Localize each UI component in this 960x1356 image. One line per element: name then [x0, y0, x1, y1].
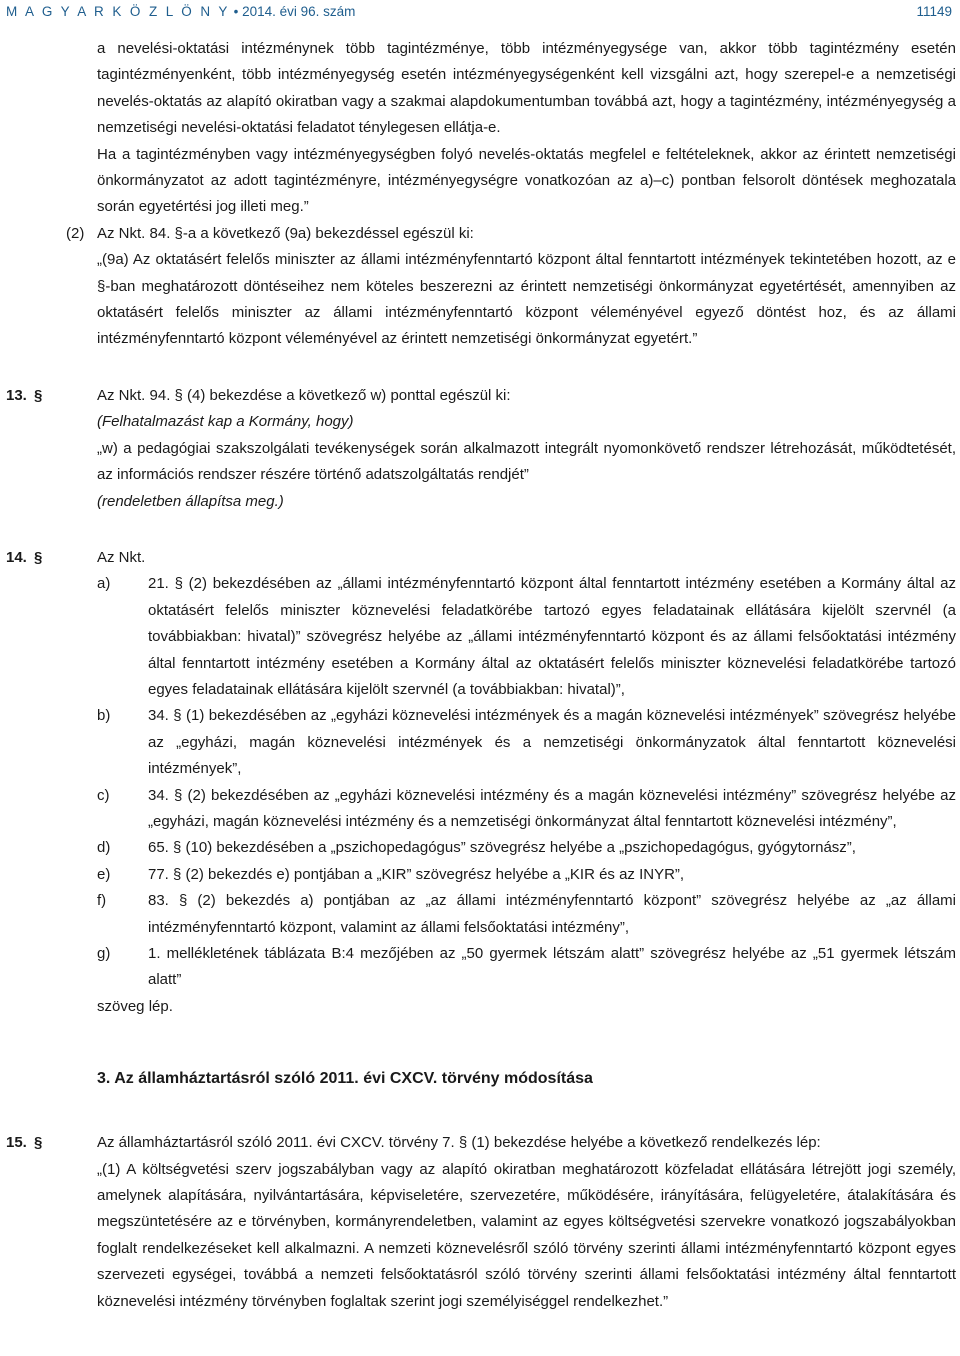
list-item-label: e)	[97, 865, 111, 883]
list-item-text: 21. § (2) bekezdésében az „állami intézményfenntartó központ által fenntartott intézmény esetében a Kormány által az oktatásért felelős miniszter köznevelési feladatkörébe tartozó egyes feladatainak ellátására kijelölt szervnél (a továbbiakban: hivatal)” szövegrész helyébe az „állami intézményfenntartó központ és az állami felsőoktatási intézmény által fenntartott intézmény esetében a Kormány által az oktatásért felelős miniszter köznevelési feladatkörébe tartozó egyes feladatainak ellátására kijelölt szervnél (a továbbiakban: hivatal)”,	[148, 575, 956, 698]
page-header	[6, 0, 952, 22]
subsection-2	[0, 221, 960, 247]
list-item-label: a)	[97, 575, 111, 593]
list-item	[0, 783, 960, 836]
list-item-text: 83. § (2) bekezdés a) pontjában az „az állami intézményfenntartó központ” szövegrész helyébe az „az állami intézményfenntartó központ, valamint az állami felsőoktatási intézmény”,	[148, 892, 956, 936]
section-closing: szöveg lép.	[97, 997, 173, 1015]
list-item	[0, 835, 960, 861]
page-number: 11149	[916, 3, 952, 19]
list-item-text: 34. § (1) bekezdésében az „egyházi köznevelési intézmények és a magán köznevelési intézmények” szövegrész helyébe az „egyházi, magán köznevelési intézmények és a nemzetiségi önkormányzatok által fenntartott köznevelési intézmények”,	[148, 707, 956, 778]
list-item	[0, 703, 960, 782]
list-item-label: c)	[97, 786, 110, 804]
issue-info: • 2014. évi 96. szám	[233, 3, 356, 19]
paragraph-consent: Ha a tagintézményben vagy intézményegységben folyó nevelés-oktatás megfelel e feltételeknek, akkor az érintett nemzetiségi önkormányzatot az adott tagintézményre, intézményegységre vonatkozóan az a)–c) pontban felsorolt döntések meghozatala során egyetértési jog illeti meg.”	[97, 145, 956, 216]
section-number: 14.	[6, 548, 27, 566]
section-italic-lead: (Felhatalmazást kap a Kormány, hogy)	[97, 413, 354, 431]
list-item-label: f)	[97, 892, 107, 910]
section-text: „w) a pedagógiai szakszolgálati tevékenységek során alkalmazott integrált nyomonkövető rendszer létrehozását, működtetését, az információs rendszer részére történő adatszolgáltatás rendjét”	[97, 439, 956, 484]
subsection-label: (2)	[66, 224, 85, 242]
section-symbol: §	[34, 386, 43, 404]
section-quote: „(1) A költségvetési szerv jogszabályban vagy az alapító okiratban meghatározott közfeladat ellátására létrejött jogi személy, amelynek alapítására, nyilvántartására, képviseletére, szervezetére, működésére, irányítására, felügyeletére, átalakítására és megszüntetésére az e törvényben, kormányrendeletben, valamint az egyes költségvetési szervekre vonatkozó jogszabályokban foglalt rendelkezéseket kell alkalmazni. A nemzeti köznevelésről szóló törvény szerinti állami intézményfenntartó központ egyes szervezeti egységei, továbbá a nemzeti felsőoktatásról szóló törvény szerinti állami felsőoktatási intézmény által fenntartott köznevelési intézmény törvényben foglaltak szerint jogi személyiséggel rendelkezhet.”	[97, 1160, 956, 1310]
list-item	[0, 941, 960, 994]
subsection-text: Az Nkt. 84. §-a a következő (9a) bekezdéssel egészül ki:	[97, 224, 474, 242]
list-item	[0, 888, 960, 941]
document-body	[0, 36, 960, 1315]
section-italic-tail: (rendeletben állapítsa meg.)	[97, 492, 284, 510]
list-item-text: 77. § (2) bekezdés e) pontjában a „KIR” szövegrész helyébe a „KIR és az INYR”,	[148, 865, 685, 883]
list-item	[0, 571, 960, 703]
section-intro: Az Nkt. 94. § (4) bekezdése a következő w) ponttal egészül ki:	[97, 386, 511, 404]
section-symbol: §	[34, 548, 43, 566]
chapter-heading: 3. Az államháztartásról szóló 2011. évi CXCV. törvény módosítása	[97, 1070, 593, 1088]
section-intro: Az államháztartásról szóló 2011. évi CXCV. törvény 7. § (1) bekezdése helyébe a következő rendelkezés lép:	[97, 1134, 821, 1152]
publication-title	[6, 4, 355, 19]
paragraph-continuation: a nevelési-oktatási intézménynek több tagintézménye, több intézményegysége van, akkor több tagintézmény esetén tagintézményenként, több intézményegység esetén intézményegységenként kell vizsgálni azt, hogy szerepel-e a nemzetiségi nevelés-oktatás az alapító okiratban vagy a szakmai alapdokumentumban továbbá azt, hogy a tagintézmény, intézményegység a nemzetiségi nevelési-oktatási feladatot ténylegesen ellátja-e.	[97, 40, 956, 137]
section-14	[0, 545, 960, 571]
subsection-quote: „(9a) Az oktatásért felelős miniszter az állami intézményfenntartó központ által fenntartott intézmények tekintetében hozott, az e §-ban meghatározott döntéseihez nem köteles beszerezni az érintett nemzetiségi önkormányzat egyetértését, amennyiben az oktatásért felelős miniszter az állami intézményfenntartó központ véleményével egyező döntést hoz, és az állami intézményfenntartó központ véleményével az érintett nemzetiségi önkormányzat egyetért.”	[97, 251, 956, 348]
section-15	[0, 1130, 960, 1156]
list-item-text: 34. § (2) bekezdésében az „egyházi köznevelési intézmény és a magán köznevelési intézmény” szövegrész helyébe az „egyházi, magán köznevelési intézmény és a nemzetiségi önkormányzat által fenntartott köznevelési intézmény”,	[148, 786, 956, 830]
list-item-label: d)	[97, 839, 111, 857]
section-number: 13.	[6, 386, 27, 404]
list-item-text: 65. § (10) bekezdésében a „pszichopedagógus” szövegrész helyébe a „pszichopedagógus, gyógytornász”,	[148, 839, 856, 857]
publication-name: M A G Y A R K Ö Z L Ö N Y	[6, 3, 230, 19]
section-symbol: §	[34, 1134, 43, 1152]
section-intro: Az Nkt.	[97, 548, 146, 566]
list-item-label: g)	[97, 945, 111, 962]
section-number: 15.	[6, 1134, 27, 1152]
section-13	[0, 383, 960, 409]
list-item	[0, 862, 960, 888]
list-item-text: 1. mellékletének táblázata B:4 mezőjében az „50 gyermek létszám alatt” szövegrész helyébe az „51 gyermek létszám alatt”	[148, 945, 956, 989]
list-item-label: b)	[97, 707, 111, 725]
